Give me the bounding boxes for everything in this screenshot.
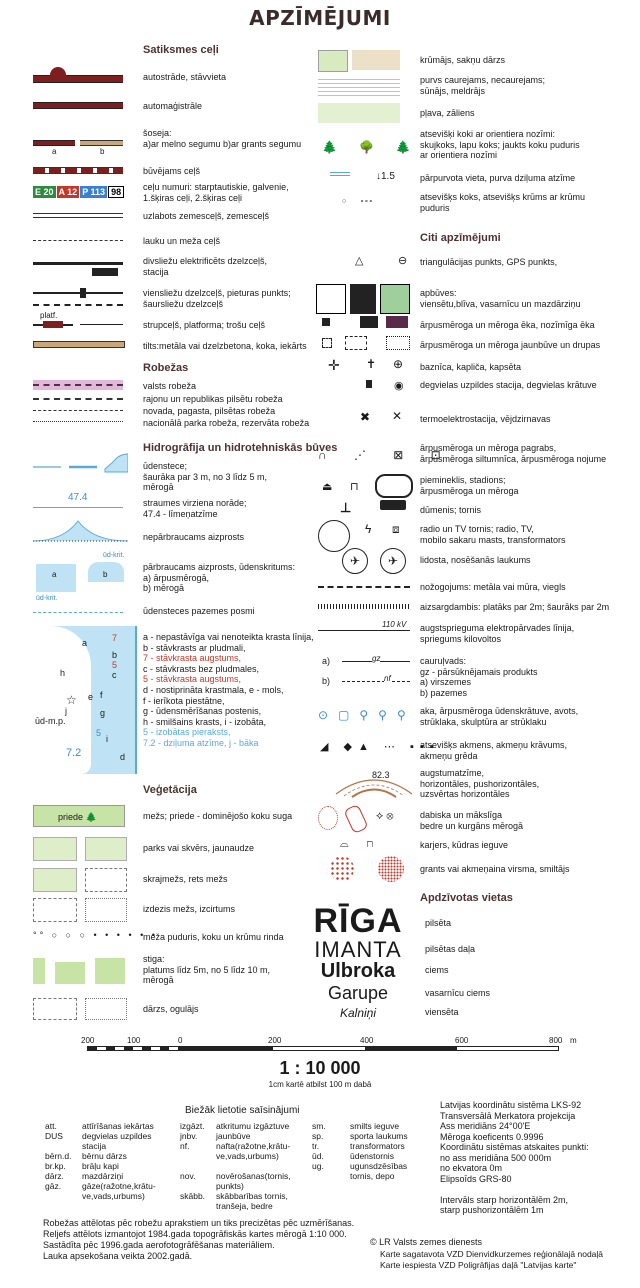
other-legend-20: dabiska un mākslīga bedre un kurgāns mērogā bbox=[420, 810, 524, 831]
sand-surface-symbol bbox=[378, 856, 404, 882]
scale-tick-200-left: 200 bbox=[81, 1036, 95, 1045]
gravel-surface-symbol bbox=[330, 856, 354, 882]
chapel-icon: ✝ bbox=[366, 357, 377, 371]
coast-item: 7.2 - dziļuma atzīme, j - bāka bbox=[143, 737, 259, 748]
road-number-p113: P 113 bbox=[82, 187, 106, 197]
credits-line-1: Karte sagatavota VZD Dienvidkurzemes reģionālajā nodaļā bbox=[380, 1249, 604, 1259]
road-number-a12: A 12 bbox=[58, 187, 78, 197]
pipe-label-gz: gz bbox=[372, 654, 381, 663]
veg-legend-7: dārzs, ogulājs bbox=[143, 1004, 199, 1014]
waterfall-label-1: ūd-krit. bbox=[103, 552, 125, 559]
abbr-title: Biežāk lietotie saīsinājumi bbox=[185, 1105, 300, 1116]
section-hydro: Hidrogrāfija un hidrotehniskās būves bbox=[143, 442, 338, 454]
road-legend-6: uzlabots zemesceļš, zemesceļš bbox=[143, 211, 270, 221]
section-roads: Satiksmes ceļi bbox=[143, 44, 219, 56]
coast-item: c - stāvkrasts bez pludmales, bbox=[143, 663, 260, 674]
abbr-col3-keys: sm. sp. tr. ūd. ug. bbox=[312, 1121, 326, 1171]
scale-unit: m bbox=[570, 1036, 577, 1045]
abbr-col2-values: atkritumu izgāztuve jaunbūve nafta(ražotne,krātu- ve,vads,urbums) novērošanas(tornis, punkts) skābbarības tornis, tranšeja, bedre bbox=[216, 1121, 291, 1211]
coast-legend bbox=[143, 632, 314, 749]
legend-title: APZĪMĒJUMI bbox=[249, 6, 391, 30]
settlement-legend-1: pilsēta bbox=[425, 918, 452, 928]
burnt-forest-symbol bbox=[33, 898, 77, 922]
stadium-icon bbox=[375, 474, 413, 498]
coast-label-c: c bbox=[112, 670, 117, 680]
dense-build-up-symbol bbox=[350, 284, 376, 314]
highway-symbol bbox=[33, 102, 123, 109]
coast-label-5b: 5 bbox=[96, 728, 102, 738]
vegetable-garden-symbol bbox=[352, 50, 400, 70]
hydro-legend-3: nepārbraucams aizprosts bbox=[143, 532, 245, 542]
cemetery-icon: ⊕ bbox=[393, 357, 404, 371]
road-number-98: 98 bbox=[108, 186, 124, 198]
hydro-legend-2: straumes virziena norāde; 47.4 - līmeņatzīme bbox=[143, 498, 247, 519]
road-legend-5: ceļu numuri: starptautiskie, galvenie, 1.šķiras ceļi, 2.šķiras ceļi bbox=[143, 182, 289, 203]
road-legend-9: viensliežu dzelzceļš, pieturas punkts; šaursliežu dzelzceļš bbox=[143, 288, 291, 309]
scale-bar-sub-ticks bbox=[88, 1047, 181, 1050]
scale-tick-200: 200 bbox=[268, 1036, 282, 1045]
cellar-greenhouse-icons: ∩ ⋰ ⊠ ⊡ bbox=[318, 448, 453, 462]
pine-icon: 🌲 bbox=[85, 812, 97, 822]
dam-impassable-symbol bbox=[33, 515, 128, 543]
bog-depth-label: ↓1.5 bbox=[376, 171, 395, 182]
pine-label: priede bbox=[58, 812, 84, 822]
other-legend-11: radio un TV tornis; radio, TV, mobilo sakaru masts, transformators bbox=[420, 524, 566, 545]
section-borders: Robežas bbox=[143, 362, 189, 374]
other-legend-10: dūmenis; tornis bbox=[420, 505, 482, 515]
road-label-b: b bbox=[100, 147, 105, 156]
other-legend-21: karjers, kūdras ieguve bbox=[420, 840, 509, 850]
other-legend-7: termoelektrostacija, vējdzirnavas bbox=[420, 414, 551, 424]
road-legend-3: šoseja: a)ar melno segumu b)ar grants segumu bbox=[143, 128, 302, 149]
farmstead-build-up-symbol bbox=[316, 284, 346, 314]
coast-item: 7 - stāvkrasta augstums, bbox=[143, 653, 242, 664]
road-legend-1: autostrāde, stāvvieta bbox=[143, 72, 227, 82]
map-notes: Robežas attēlotas pēc robežu aprakstiem un tiks precizētas pēc uzmērīšanas. Reljefs attēlots izmantojot 1984.gada topogrāfiskās kartes mērogā 1:10 000. Sastādīta pēc 1996.gada aerofotogrāfēšanas materiāliem. Lauka apsekošana veikta 2002.gadā. bbox=[43, 1218, 355, 1261]
other-legend-16: cauruļvads: gz - pārsūknējamais produkts a) virszemes b) pazemes bbox=[420, 656, 538, 698]
waterfall-label-2: ūd-krit. bbox=[36, 595, 58, 602]
coast-label-a: a bbox=[82, 638, 88, 648]
coast-label-i: i bbox=[106, 734, 108, 744]
state-border-symbol bbox=[33, 384, 123, 386]
coast-label-7: 7 bbox=[112, 633, 118, 643]
tree-row-symbol: °° ○ ○ ○ • • • • • • bbox=[33, 930, 158, 940]
swampy-area-symbol bbox=[330, 172, 350, 178]
watercourse-symbol bbox=[33, 452, 128, 474]
sparse-forest-symbol bbox=[33, 868, 77, 892]
landing-field-icon: ✈ bbox=[380, 548, 406, 574]
building-small-icon bbox=[322, 318, 330, 326]
other-legend-18: atsevišķs akmens, akmeņu krāvums, akmeņu grēda bbox=[420, 740, 568, 761]
paved-road-symbol bbox=[33, 140, 75, 146]
single-tree-icon: ○ ∘∘∘ bbox=[342, 198, 373, 205]
road-legend-7: lauku un meža ceļš bbox=[143, 236, 221, 246]
road-number-badges bbox=[33, 186, 124, 198]
coast-label-e: e bbox=[88, 692, 94, 702]
border-legend-2: rajonu un republikas pilsētu robeža bbox=[143, 394, 283, 404]
road-under-construction-symbol bbox=[33, 167, 123, 174]
abbr-col1-keys: att. DUS bērn.d. br.kp. dārz. gāz. bbox=[45, 1121, 72, 1191]
road-legend-10: strupceļš, platforma; trošu ceļš bbox=[143, 320, 266, 330]
fence-symbol bbox=[318, 586, 410, 588]
section-vegetation: Veģetācija bbox=[143, 784, 197, 796]
pipe-label-nf: nf bbox=[384, 674, 391, 683]
settlement-legend-2: pilsētas daļa bbox=[425, 944, 476, 954]
clearing-scaled-symbol bbox=[95, 958, 125, 984]
other-legend-15: augstsprieguma elektropārvades līnija, spriegums kilovoltos bbox=[420, 623, 575, 644]
scale-tick-600: 600 bbox=[455, 1036, 469, 1045]
coast-label-d: d bbox=[120, 752, 126, 762]
parking-icon bbox=[50, 67, 66, 76]
abbr-col3-values: smilts ieguve sporta laukums transformators ūdenstornis ugunsdzēsības tornis, depo bbox=[350, 1121, 408, 1181]
road-number-e20: E 20 bbox=[35, 187, 54, 197]
city-district-sample: IMANTA bbox=[314, 937, 402, 962]
abbr-col2-keys: izgāzt. jnbv. nf. nov. skābb. bbox=[180, 1121, 206, 1201]
fuel-station-icon bbox=[366, 380, 372, 388]
fuel-storage-icon: ◉ bbox=[394, 380, 404, 392]
rveg-legend-1: krūmājs, sakņu dārzs bbox=[420, 55, 506, 65]
natural-pit-icon bbox=[318, 806, 338, 830]
scale-tick-400: 400 bbox=[360, 1036, 374, 1045]
church-icon: ✛ bbox=[328, 357, 340, 373]
stop-point-icon bbox=[80, 288, 86, 298]
depth-mark-label: 7.2 bbox=[66, 747, 82, 759]
power-plant-icon: ✖ bbox=[360, 410, 371, 424]
rveg-legend-2: purvs caurejams, necaurejams; sūnājs, meldrājs bbox=[420, 75, 546, 96]
triangulation-icon: △ bbox=[355, 255, 364, 267]
veg-legend-5: meža puduris, koku un krūmu rinda bbox=[143, 932, 284, 942]
platform-icon bbox=[43, 321, 63, 328]
city-name-sample: RĪGA bbox=[313, 902, 403, 940]
coast-item: d - nostiprināta krastmala, e - mols, bbox=[143, 684, 284, 695]
other-legend-12: lidosta, nosēšanās laukums bbox=[420, 555, 531, 565]
coast-item: b - stāvkrasts ar pludmali, bbox=[143, 642, 246, 653]
park-symbol bbox=[33, 837, 77, 861]
thin-forest-symbol bbox=[85, 868, 127, 892]
hydro-legend-5: ūdensteces pazemes posmi bbox=[143, 606, 255, 616]
forest-road-symbol bbox=[33, 240, 123, 241]
boulder-icons: ◢ ◆▲ ⋯ ▪▪▪ bbox=[320, 741, 440, 753]
road-legend-2: automaģistrāle bbox=[143, 101, 203, 111]
new-building-scaled-icon bbox=[345, 336, 367, 350]
veg-legend-6: stiga: platums līdz 5m, no 5 līdz 10 m, mērogā bbox=[143, 954, 271, 985]
section-settlements: Apdzīvotas vietas bbox=[420, 892, 513, 904]
platform-label: platf. bbox=[40, 311, 58, 320]
dam-label-a: a bbox=[52, 570, 57, 579]
coast-item: h - smilšains krasts, i - izobāta, bbox=[143, 716, 267, 727]
other-legend-22: grants vai akmeņaina virsma, smiltājs bbox=[420, 864, 570, 874]
coast-label-b: b bbox=[112, 650, 118, 660]
abbr-col1-values: attīrīšanas iekārtas degvielas uzpildes stacija bērnu dārzs brāļu kapi mazdārziņi gāze(ražotne,krātu- ve,vads,urbums) bbox=[82, 1121, 156, 1201]
summer-village-sample: Garupe bbox=[327, 983, 389, 1003]
road-label-a: a bbox=[52, 147, 57, 156]
flow-direction-symbol bbox=[33, 507, 123, 508]
scale-note: 1cm kartē atbilst 100 m dabā bbox=[268, 1080, 372, 1089]
coast-item: 5 - stāvkrasta augstums, bbox=[143, 674, 242, 685]
coordinate-system-info: Latvijas koordinātu sistēma LKS-92 Transversālā Merkatora projekcija Ass meridiāns 24°00'E Mēroga koeficents 0.9996 Koordinātu sistēmas atskaites punkti: no ass meridiāna 500 000m no ekvatora 0m Elipsoīds GRS-80 Intervāls starp horizontālēm 2m, starp pushorizontālēm 1m bbox=[440, 1100, 589, 1215]
station-icon bbox=[92, 268, 118, 276]
gps-icon: ⊖ bbox=[398, 255, 408, 267]
water-level-label: 47.4 bbox=[68, 492, 88, 503]
veg-legend-4: izdezis mežs, izcirtums bbox=[143, 904, 236, 914]
important-building-icon bbox=[386, 316, 408, 328]
underground-pipe-symbol bbox=[342, 681, 410, 682]
parish-border-symbol bbox=[33, 410, 123, 411]
meadow-symbol bbox=[318, 103, 400, 123]
other-legend-9: piemineklis, stadions; ārpusmēroga un mēroga bbox=[420, 475, 519, 496]
other-legend-17: aka, ārpusmēroga ūdenskrātuve, avots, strūklaka, skulptūra ar strūklaku bbox=[420, 706, 579, 727]
hydro-legend-1: ūdenstece; šaurāka par 3 m, no 3 līdz 5 m, mērogā bbox=[143, 461, 268, 492]
orchard-symbol bbox=[33, 998, 77, 1020]
other-legend-4: ārpusmēroga un mēroga jaunbūve un drupas bbox=[420, 340, 601, 350]
veg-legend-1: mežs; priede - dominējošo koku suga bbox=[143, 811, 293, 821]
shrubland-symbol bbox=[318, 50, 348, 72]
district-border-symbol bbox=[33, 398, 123, 400]
other-legend-14: aizsargdambis: platāks par 2m; šaurāks par 2m bbox=[420, 602, 610, 612]
clearing-narrow-symbol bbox=[33, 958, 45, 984]
border-legend-1: valsts robeža bbox=[143, 381, 197, 391]
radio-tv-tower-icon bbox=[318, 520, 350, 552]
quarry-icons: ⌓⊓ bbox=[340, 838, 391, 850]
other-legend-2: apbūves: viensētu,blīva, vasarnīcu un mazdārziņu bbox=[420, 288, 581, 309]
landmark-trees-icons: 🌲🌳🌲 bbox=[322, 140, 433, 154]
single-track-railway-symbol bbox=[33, 292, 123, 294]
narrow-gauge-railway-symbol bbox=[33, 304, 123, 306]
transformer-icon: ⧈ bbox=[392, 522, 400, 536]
water-gauge-label: ūd-m.p. bbox=[35, 716, 66, 726]
tower-icon bbox=[380, 500, 406, 510]
motorway-symbol bbox=[33, 75, 123, 83]
lighthouse-icon: ☆ bbox=[66, 693, 77, 707]
scale-bar-seg-1 bbox=[181, 1047, 273, 1050]
clearing-medium-symbol bbox=[55, 958, 85, 984]
dam-label-b: b bbox=[103, 570, 108, 579]
other-legend-8: ārpusmēroga un mēroga pagrabs, ārpusmēroga siltumnīca, ārpusmēroga nojume bbox=[420, 443, 607, 464]
mound-icon: ⟡ ⊗ bbox=[376, 810, 394, 822]
section-other: Citi apzīmējumi bbox=[420, 232, 501, 244]
other-legend-13: nožogojums: metāla vai mūra, viegls bbox=[420, 582, 566, 592]
monument-scaled-icon: ⊓ bbox=[350, 481, 359, 493]
cableway-symbol bbox=[80, 324, 123, 325]
voltage-label: 110 kV bbox=[382, 620, 407, 629]
underground-stream-symbol bbox=[33, 612, 123, 613]
coast-item: g - ūdensmērīšanas postenis, bbox=[143, 706, 262, 717]
coast-item: 5 - izobātas pieraksts, bbox=[143, 727, 231, 738]
airport-icon: ✈ bbox=[342, 548, 368, 574]
border-legend-3: novada, pagasta, pilsētas robeža bbox=[143, 406, 276, 416]
scale-tick-0: 0 bbox=[178, 1036, 183, 1045]
credits-line-2: Karte iespiesta VZD Poligrāfijas daļā "Latvijas karte" bbox=[380, 1260, 577, 1270]
other-legend-5: baznīca, kapliča, kapsēta bbox=[420, 362, 522, 372]
clearing-symbol bbox=[85, 898, 127, 922]
building-icon bbox=[360, 316, 378, 328]
rveg-legend-3: pļava, zāliens bbox=[420, 108, 475, 118]
other-legend-1: triangulācijas punkts, GPS punkts, bbox=[420, 257, 558, 267]
copyright: © LR Valsts zemes dienests bbox=[370, 1237, 483, 1247]
scale-tick-100: 100 bbox=[127, 1036, 141, 1045]
coast-label-h: h bbox=[60, 668, 66, 678]
pipe-label-a: a) bbox=[322, 656, 331, 666]
new-building-icon bbox=[322, 338, 332, 348]
pipe-label-b: b) bbox=[322, 676, 331, 686]
road-legend-11: tilts:metāla vai dzelzbetona, koka, iekārts bbox=[143, 341, 307, 351]
gravel-road-symbol bbox=[80, 140, 123, 146]
border-legend-4: nacionālā parka robeža, rezervāta robeža bbox=[143, 418, 310, 428]
berry-field-symbol bbox=[85, 998, 127, 1020]
ruins-icon bbox=[386, 336, 410, 350]
farmstead-sample: Kalniņi bbox=[339, 1006, 377, 1020]
scale-tick-800: 800 bbox=[549, 1036, 563, 1045]
forest-symbol bbox=[33, 805, 125, 827]
other-legend-19: augstumatzīme, horizontāles, pushorizontāles, uzsvērtas horizontāles bbox=[420, 768, 540, 799]
hydro-legend-4: pārbraucams aizprosts, ūdenskritums: a) ārpusmērogā, b) mērogā bbox=[143, 562, 296, 593]
summer-house-build-up-symbol bbox=[380, 284, 410, 314]
rveg-legend-6: atsevišķs koks, atsevišķs krūms ar krūmu puduris bbox=[420, 192, 586, 213]
scale-bar bbox=[87, 1046, 559, 1051]
rveg-legend-4: atsevišķi koki ar orientiera nozīmi: skujkoks, lapu koks; jaukts koku puduris ar orientiera nozīmi bbox=[420, 129, 580, 160]
other-legend-6: degvielas uzpildes stacija, degvielas krātuve bbox=[420, 380, 597, 390]
veg-legend-3: skrajmežs, rets mežs bbox=[143, 874, 228, 884]
road-legend-4: būvējams ceļš bbox=[143, 166, 201, 176]
settlement-legend-3: ciems bbox=[425, 965, 449, 975]
artificial-pit-icon bbox=[343, 804, 368, 834]
coast-label-f: f bbox=[100, 690, 103, 700]
windmill-icon: ✕ bbox=[392, 409, 403, 423]
electrified-railway-symbol bbox=[33, 262, 123, 265]
bridge-symbol bbox=[33, 341, 125, 348]
coast-label-g: g bbox=[100, 708, 106, 718]
radio-mast-icon: ϟ bbox=[365, 522, 372, 536]
settlement-legend-4: vasarnīcu ciems bbox=[425, 988, 491, 998]
coast-label-5: 5 bbox=[112, 660, 118, 670]
national-park-border-symbol bbox=[33, 421, 123, 422]
scale-bar-seg-3 bbox=[365, 1047, 457, 1050]
coast-item: a - nepastāvīga vai nenoteikta krasta līnija, bbox=[143, 632, 314, 642]
monument-icon: ⏏ bbox=[322, 481, 333, 493]
height-mark-label: 82.3 bbox=[372, 770, 390, 780]
dirt-road-symbol bbox=[33, 213, 123, 218]
chimney-icon: ⊥ bbox=[340, 500, 352, 515]
young-forest-symbol bbox=[85, 837, 127, 861]
coast-label-j: j bbox=[65, 706, 67, 716]
scale-ratio: 1 : 10 000 bbox=[279, 1058, 361, 1078]
well-fountain-icons: ⊙▢⚲⚲⚲ bbox=[318, 708, 416, 722]
road-legend-8: divsliežu elektrificēts dzelzceļš, stacija bbox=[143, 256, 268, 277]
coast-item: f - ierīkota piestātne, bbox=[143, 695, 225, 706]
dike-symbol bbox=[318, 604, 410, 609]
settlement-legend-5: viensēta bbox=[425, 1007, 459, 1017]
village-sample: Ulbroka bbox=[320, 960, 396, 982]
bog-symbol bbox=[318, 76, 400, 96]
rveg-legend-5: pārpurvota vieta, purva dziļuma atzīme bbox=[420, 173, 576, 183]
other-legend-3: ārpusmēroga un mēroga ēka, nozīmīga ēka bbox=[420, 320, 595, 330]
veg-legend-2: parks vai skvērs, jaunaudze bbox=[143, 843, 255, 853]
